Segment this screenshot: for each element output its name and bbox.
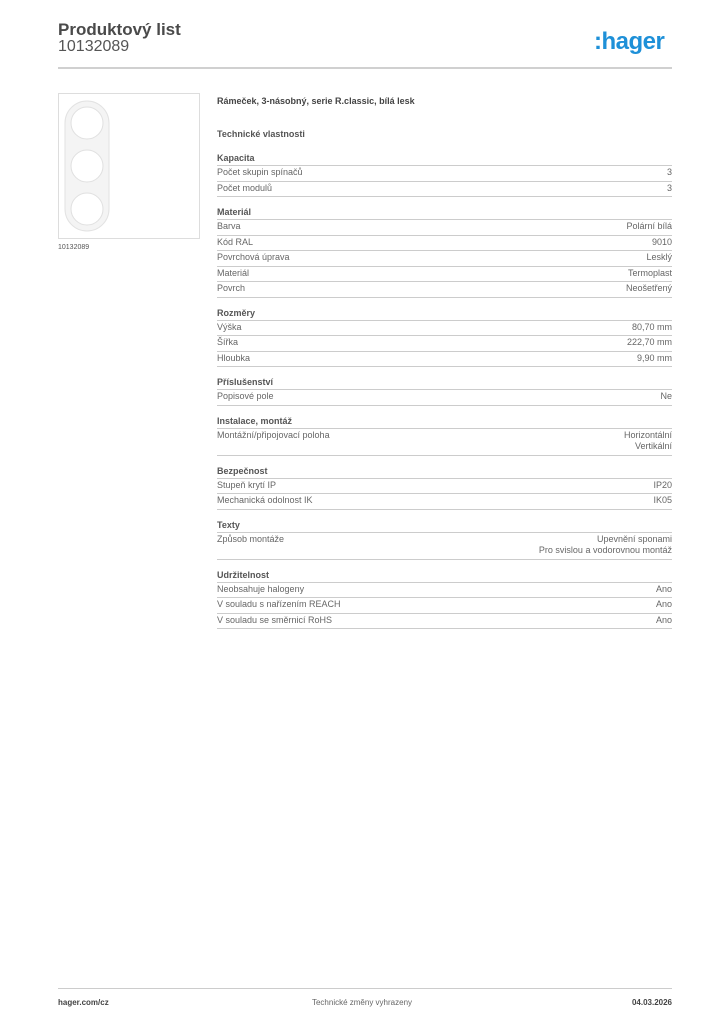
spec-value: Horizontální Vertikální <box>623 429 672 451</box>
spec-value: IK05 <box>653 495 672 505</box>
spec-row <box>217 352 672 368</box>
spec-value: Lesklý <box>646 252 672 262</box>
spec-row <box>217 182 672 198</box>
spec-value: Ne <box>660 391 672 401</box>
spec-row <box>217 220 672 236</box>
spec-row <box>217 236 672 252</box>
product-number: 10132089 <box>58 38 130 55</box>
spec-value: 3 <box>666 167 672 177</box>
tech-heading: Technické vlastnosti <box>217 129 305 139</box>
section-heading: Kapacita <box>217 153 672 166</box>
spec-label: Počet skupin spínačů <box>217 167 303 177</box>
spec-label: Neobsahuje halogeny <box>217 583 305 594</box>
spec-row <box>217 598 672 614</box>
footer-note: Technické změny vyhrazeny <box>311 998 413 1007</box>
section-heading: Příslušenství <box>217 377 672 390</box>
spec-value: Ano <box>655 583 672 594</box>
spec-row <box>217 390 672 406</box>
section-heading: Materiál <box>217 207 672 220</box>
spec-label: Popisové pole <box>217 391 274 401</box>
product-image <box>58 93 200 239</box>
spec-label: Kód RAL <box>217 236 254 247</box>
spec-label: Materiál <box>217 267 250 278</box>
spec-label: V souladu se směrnicí RoHS <box>217 614 333 625</box>
spec-label: Šířka <box>217 337 239 347</box>
spec-value: Ano <box>655 614 672 625</box>
spec-row <box>217 282 672 298</box>
footer-divider <box>58 988 672 989</box>
spec-row <box>217 479 672 495</box>
spec-label: V souladu s nařízením REACH <box>217 599 341 609</box>
image-caption: 10132089 <box>58 244 90 251</box>
footer-date: 04.03.2026 <box>631 998 672 1007</box>
spec-label: Stupeň krytí IP <box>217 479 277 490</box>
spec-label: Počet modulů <box>217 182 273 193</box>
product-title: Rámeček, 3-násobný, serie R.classic, bílá lesk <box>217 96 415 106</box>
spec-label: Hloubka <box>217 352 251 363</box>
spec-value: Termoplast <box>627 267 672 278</box>
spec-row <box>217 583 672 599</box>
spec-row <box>217 494 672 510</box>
spec-row <box>217 321 672 337</box>
spec-label: Barva <box>217 221 241 231</box>
spec-value: 80,70 mm <box>631 321 672 332</box>
spec-value: 9010 <box>651 236 672 247</box>
spec-sections <box>217 153 672 629</box>
footer-website[interactable]: hager.com/cz <box>58 998 109 1007</box>
spec-label: Montážní/připojovací poloha <box>217 429 330 440</box>
section-heading: Bezpečnost <box>217 466 672 479</box>
spec-value: 3 <box>666 182 672 193</box>
spec-value: 9,90 mm <box>636 352 672 363</box>
spec-row <box>217 251 672 267</box>
section-heading: Instalace, montáž <box>217 416 672 429</box>
spec-row <box>217 166 672 182</box>
spec-row <box>217 533 672 560</box>
spec-label: Povrchová úprava <box>217 252 290 262</box>
frame-image-icon <box>59 94 199 238</box>
spec-label: Mechanická odolnost IK <box>217 495 313 505</box>
spec-row <box>217 614 672 630</box>
spec-row <box>217 267 672 283</box>
section-heading: Udržitelnost <box>217 570 672 583</box>
spec-row <box>217 429 672 456</box>
spec-label: Výška <box>217 321 242 332</box>
spec-label: Způsob montáže <box>217 533 285 544</box>
spec-content <box>217 96 672 629</box>
spec-value: Ano <box>655 599 672 609</box>
section-heading: Rozměry <box>217 308 672 321</box>
hager-logo: :hager <box>594 28 665 55</box>
header-divider <box>58 67 672 69</box>
page-title: Produktový list <box>58 20 181 39</box>
spec-row <box>217 336 672 352</box>
spec-value: Neošetřený <box>625 283 672 293</box>
section-heading: Texty <box>217 520 672 533</box>
spec-value: 222,70 mm <box>626 337 672 347</box>
spec-label: Povrch <box>217 283 246 293</box>
spec-value: IP20 <box>653 479 672 490</box>
spec-value: Polární bílá <box>626 221 672 231</box>
spec-value: Upevnění sponami Pro svislou a vodorovnou montáž <box>538 533 672 555</box>
